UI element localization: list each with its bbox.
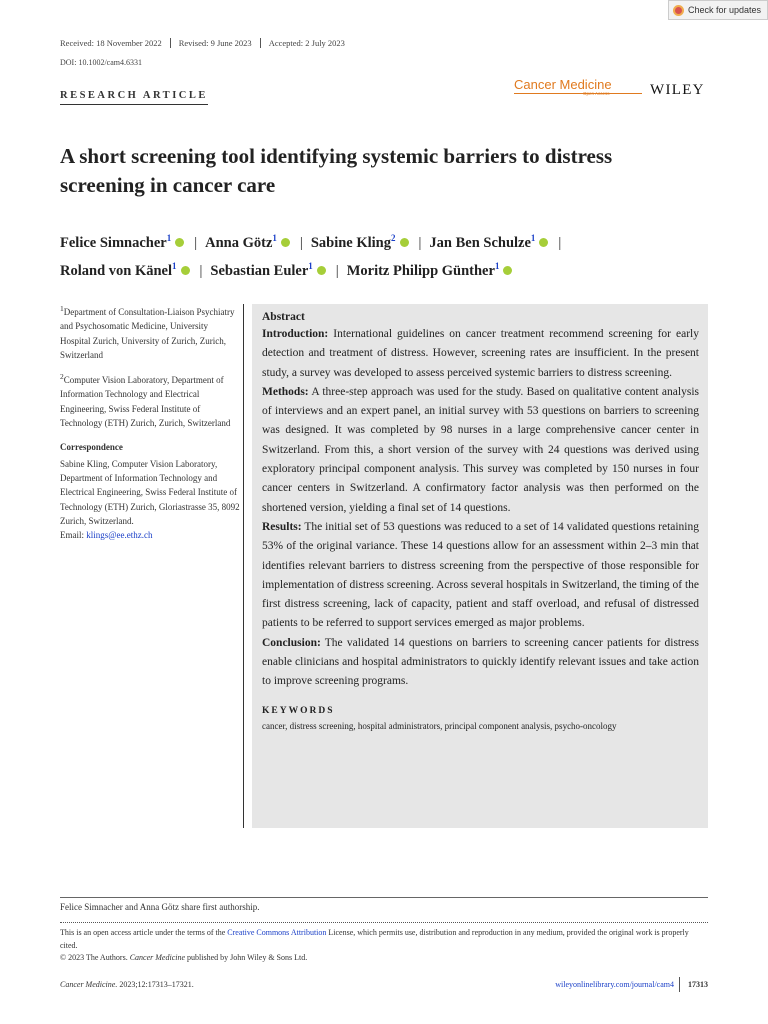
orcid-icon[interactable]	[175, 238, 184, 247]
abstract-box	[252, 304, 708, 828]
license-text-pre: This is an open access article under the terms of the	[60, 928, 228, 937]
author-name[interactable]: Sabine Kling	[310, 234, 391, 251]
abstract-conclusion	[262, 634, 699, 692]
affiliation-marker: 2	[391, 233, 396, 243]
column-divider	[243, 304, 244, 828]
author-separator: |	[199, 262, 203, 279]
abstract-methods	[262, 383, 699, 518]
affiliation-1	[60, 302, 240, 362]
correspondence-text: Sabine Kling, Computer Vision Laboratory, Department of Information Technology and Electrical Engineering, Swiss Federal Institute of Technology (ETH) Zurich, Gloriastrasse 35, 8092 Zurich, Switzerland.	[60, 458, 240, 526]
author-separator: |	[418, 234, 422, 251]
journal-name: Cancer Medicine	[514, 77, 612, 92]
correspondence-heading: Correspondence	[60, 442, 123, 453]
orcid-icon[interactable]	[400, 238, 409, 247]
received-date: Received: 18 November 2022	[60, 38, 162, 48]
article-title: A short screening tool identifying systemic barriers to distress screening in cancer care	[60, 144, 613, 197]
email-label: Email:	[60, 530, 87, 541]
affiliation-marker: 1	[494, 260, 500, 271]
orcid-icon[interactable]	[181, 266, 190, 275]
publisher-logo: WILEY	[650, 82, 705, 98]
copyright-pre: © 2023 The Authors.	[60, 953, 130, 962]
author-list	[60, 227, 710, 283]
doi: DOI: 10.1002/cam4.6331	[60, 58, 142, 67]
license-notice	[60, 927, 708, 965]
abstract-introduction	[262, 325, 699, 383]
license-rule	[60, 922, 708, 923]
authorship-footnote: Felice Simnacher and Anna Götz share first authorship.	[60, 902, 260, 912]
accepted-date: Accepted: 2 July 2023	[260, 38, 353, 48]
section-label: Results:	[262, 520, 302, 533]
abstract-heading: Abstract	[262, 311, 305, 323]
journal-logo-underline	[514, 93, 642, 94]
section-text: A three-step approach was used for the study. Based on qualitative content analysis of interviews and an expert panel, an initial survey with 53 questions on barriers to screening was designed. It was completed by 98 nurses in a large comprehensive cancer center in Switzerland. From this, a short version of the survey with 24 questions was derived using exploratory principal component analysis. This survey was completed by 150 nurses in four cancer centers in Switzerland. A confirmatory factor analysis was then performed on the shortened version, yielding a final set of 14 questions.	[262, 385, 699, 514]
footnote-rule	[60, 897, 708, 898]
journal-website-link[interactable]: wileyonlinelibrary.com/journal/cam4	[555, 980, 674, 989]
author-separator: |	[299, 234, 303, 251]
email-link[interactable]: klings@ee.ethz.ch	[86, 530, 153, 541]
section-label: Conclusion:	[262, 636, 321, 649]
author-separator: |	[194, 234, 198, 251]
footer-citation	[60, 980, 194, 989]
section-label: Introduction:	[262, 328, 329, 340]
author-name[interactable]: Moritz Philipp Günther	[346, 262, 495, 279]
author-name[interactable]: Anna Götz	[205, 234, 273, 251]
affiliations-column	[60, 302, 240, 542]
affiliation-text: Department of Consultation-Liaison Psychiatry and Psychosomatic Medicine, University Hospital Zurich, University of Zurich, Zurich, Switzerland	[60, 307, 235, 360]
journal-logo	[514, 77, 612, 92]
crossmark-icon	[673, 5, 684, 16]
revised-date: Revised: 9 June 2023	[170, 38, 260, 48]
affiliation-marker: 1	[308, 260, 313, 271]
keywords-heading: KEYWORDS	[262, 705, 335, 716]
correspondence-email	[60, 528, 240, 542]
author-separator: |	[335, 262, 339, 279]
affiliation-number: 2	[60, 372, 64, 382]
section-label: Methods:	[262, 385, 309, 398]
orcid-icon[interactable]	[539, 238, 548, 247]
orcid-icon[interactable]	[281, 238, 290, 247]
author-name[interactable]: Roland von Känel	[60, 262, 172, 279]
author-separator: |	[558, 234, 562, 251]
page-number: 17313	[679, 977, 708, 992]
article-type: RESEARCH ARTICLE	[60, 90, 208, 105]
article-dates	[60, 38, 353, 48]
keywords-list: cancer, distress screening, hospital administrators, principal component analysis, psycho-oncology	[262, 720, 617, 731]
orcid-icon[interactable]	[503, 266, 512, 275]
author-name[interactable]: Sebastian Euler	[210, 262, 309, 279]
license-link[interactable]: Creative Commons Attribution	[227, 928, 327, 937]
affiliation-marker: 1	[530, 233, 536, 243]
check-for-updates-button[interactable]	[668, 0, 768, 20]
author-name[interactable]: Felice Simnacher	[60, 234, 167, 251]
copyright-post: published by John Wiley & Sons Ltd.	[185, 953, 308, 962]
affiliation-2	[60, 370, 240, 430]
footer-volume: 2023;12:17313–17321.	[117, 980, 194, 989]
author-name[interactable]: Jan Ben Schulze	[429, 234, 531, 251]
affiliation-number: 1	[60, 304, 64, 313]
orcid-icon[interactable]	[317, 266, 326, 275]
affiliation-marker: 1	[166, 233, 172, 243]
abstract-results	[262, 518, 699, 634]
copyright-journal: Cancer Medicine	[129, 953, 186, 962]
affiliation-text: Computer Vision Laboratory, Department of Information Technology and Electrical Engineering, Swiss Federal Institute of Technology (ETH) Zurich, Zurich, Switzerland	[60, 375, 231, 429]
affiliation-marker: 1	[172, 260, 177, 271]
check-for-updates-label: Check for updates	[688, 5, 762, 15]
section-text: The initial set of 53 questions was reduced to a set of 14 validated questions retaining 53% of the original variance. These 14 questions allow for an assessment within 2–3 min that identifies relevant barriers to distress screening from the perspective of those responsible for implementation of distress screening. Across several hospitals in Switzerland, the timing of the first distress screening, lack of capacity, patient and staff overload, and refusal of distressed patients to be referred to support services emerged as major problems.	[262, 520, 700, 630]
section-text: International guidelines on cancer treatment recommend screening for early detection and treatment of distress. However, screening rates are insufficient. In the present study, a survey was developed to assess perceived systemic barriers to distress screening.	[262, 328, 699, 379]
footer-journal: Cancer Medicine.	[60, 980, 118, 989]
affiliation-marker: 1	[272, 233, 277, 243]
license-text-post: License, which permits use, distribution and reproduction in any medium, provided the original work is properly cited.	[60, 928, 689, 950]
section-text: The validated 14 questions on barriers to screening cancer patients for distress enable clinicians and hospital administrators to quickly identify relevant issues and take action to improve screening programs.	[262, 636, 700, 688]
